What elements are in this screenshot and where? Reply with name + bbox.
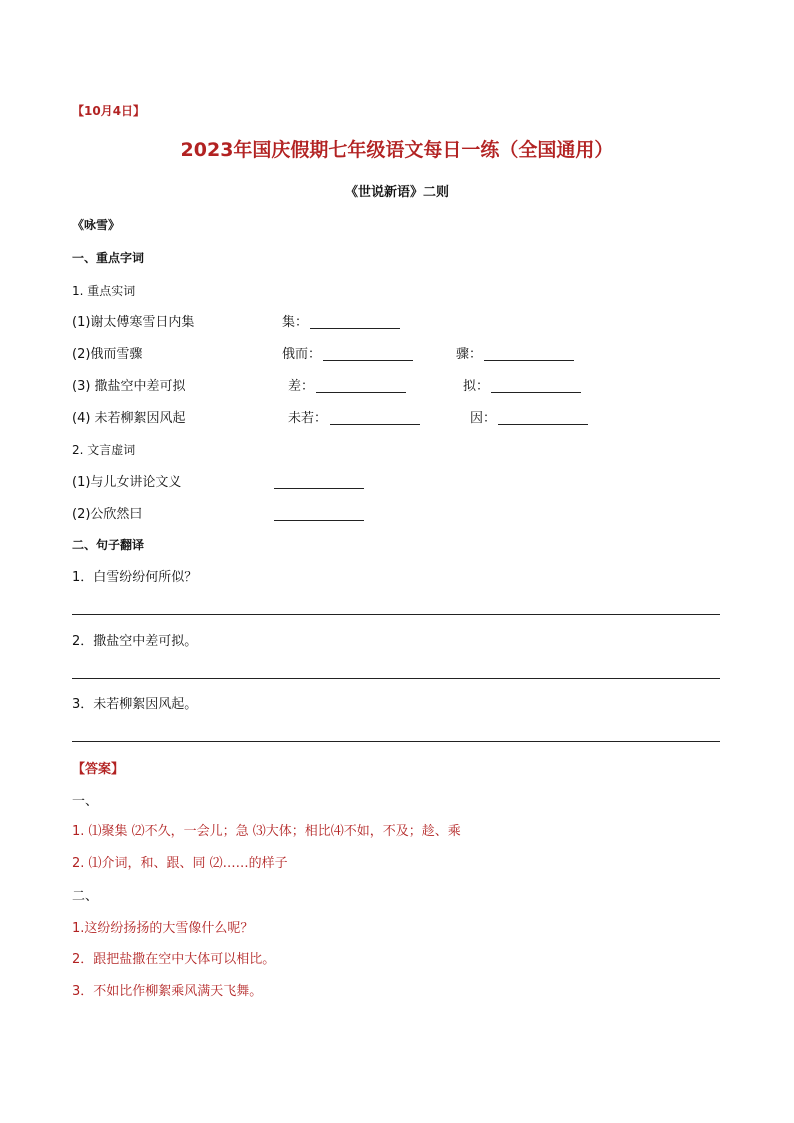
- vocab-field-label: 差：: [288, 379, 315, 394]
- answer-translation: 3．不如比作柳絮乘风满天飞舞。: [72, 984, 263, 999]
- function-word-sentence: (2)公欣然曰: [72, 507, 143, 522]
- translation-question: 3．未若柳絮因风起。: [72, 697, 198, 712]
- answers-section-label: 二、: [72, 889, 99, 904]
- answer-blank[interactable]: [491, 392, 581, 393]
- vocab-field-label: 集：: [282, 315, 309, 330]
- translation-question: 1．白雪纷纷何所似？: [72, 570, 198, 585]
- answer-blank[interactable]: [323, 360, 413, 361]
- vocab-sentence: (4) 未若柳絮因风起: [72, 411, 186, 426]
- vocab-field-label: 拟：: [463, 379, 490, 394]
- date-tag: 【10月4日】: [72, 104, 146, 118]
- answer-blank[interactable]: [316, 392, 406, 393]
- answer-translation: 2．跟把盐撒在空中大体可以相比。: [72, 952, 276, 967]
- translation-question: 2．撒盐空中差可拟。: [72, 634, 198, 649]
- vocab-sentence: (1)谢太傅寒雪日内集: [72, 315, 195, 330]
- vocab-field-label: 因：: [470, 411, 497, 426]
- answer-blank[interactable]: [310, 328, 400, 329]
- vocab-sentence: (2)俄而雪骤: [72, 347, 143, 362]
- function-word-sentence: (1)与儿女讲论文义: [72, 475, 182, 490]
- answer-blank[interactable]: [498, 424, 588, 425]
- answer-line[interactable]: [72, 741, 720, 742]
- vocab-field-label: 俄而：: [282, 347, 322, 362]
- page-title: 2023年国庆假期七年级语文每日一练（全国通用）: [180, 139, 614, 161]
- answer-blank[interactable]: [274, 488, 364, 489]
- answers-section-label: 一、: [72, 794, 99, 809]
- answer-translation: 1.这纷纷扬扬的大雪像什么呢？: [72, 921, 254, 936]
- answer-line-function-words: 2. ⑴介词，和、跟、同 ⑵……的样子: [72, 856, 288, 871]
- part-label-content-words: 1. 重点实词: [72, 284, 136, 298]
- subtitle: 《世说新语》二则: [344, 185, 449, 200]
- text-label: 《咏雪》: [72, 218, 121, 232]
- answer-blank[interactable]: [330, 424, 420, 425]
- answers-heading: 【答案】: [72, 762, 125, 777]
- part-label-function-words: 2. 文言虚词: [72, 443, 136, 457]
- section-heading-keywords: 一、重点字词: [72, 251, 145, 265]
- answer-blank[interactable]: [484, 360, 574, 361]
- vocab-field-label: 骤：: [456, 347, 483, 362]
- answer-blank[interactable]: [274, 520, 364, 521]
- answer-line[interactable]: [72, 678, 720, 679]
- vocab-sentence: (3) 撒盐空中差可拟: [72, 379, 186, 394]
- answer-line-vocab: 1. ⑴聚集 ⑵不久，一会儿；急 ⑶大体；相比⑷不如，不及；趁、乘: [72, 824, 461, 839]
- answer-line[interactable]: [72, 614, 720, 615]
- vocab-field-label: 未若：: [288, 411, 328, 426]
- section-heading-translation: 二、句子翻译: [72, 538, 145, 552]
